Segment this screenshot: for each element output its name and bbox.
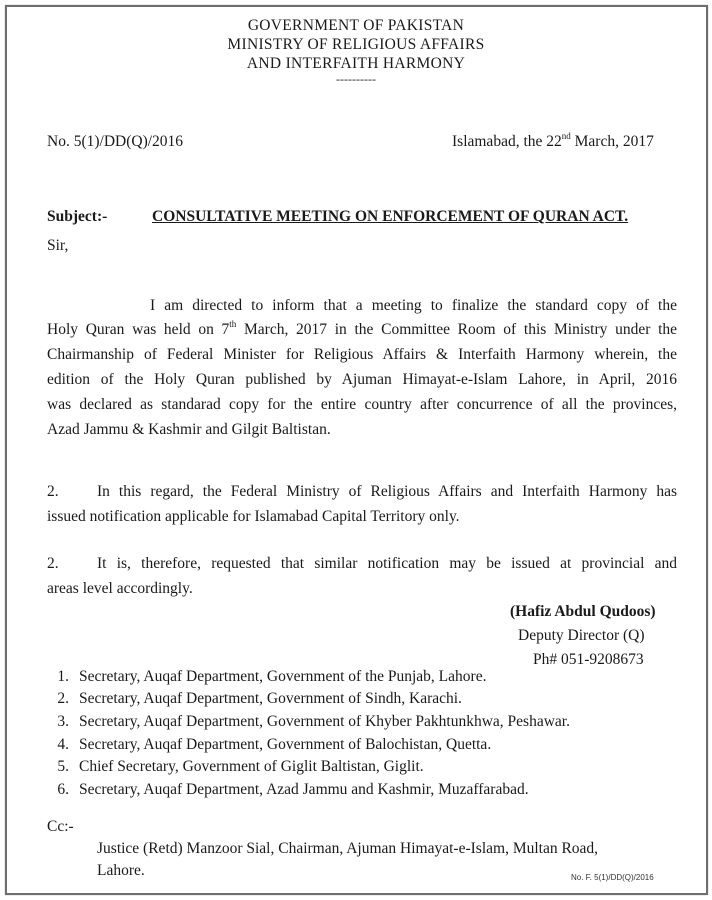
para2-line1: In this regard, the Federal Ministry of Religious Affairs and Interfaith Harmony has	[97, 483, 677, 500]
subject-text: CONSULTATIVE MEETING ON ENFORCEMENT OF QURAN ACT.	[152, 208, 629, 225]
signatory-phone: Ph# 051-9208673	[533, 651, 644, 668]
letterhead-government: GOVERNMENT OF PAKISTAN	[247, 17, 465, 34]
para1-line1: I am directed to inform that a meeting to finalize the standard copy of the	[150, 297, 677, 314]
para1-line6: Azad Jammu & Kashmir and Gilgit Baltistan.	[47, 421, 331, 438]
subject-label: Subject:-	[47, 208, 108, 225]
cc-line2: Lahore.	[97, 862, 145, 879]
para3-line2: areas level accordingly.	[47, 580, 193, 597]
para2-line2: issued notification applicable for Islamabad Capital Territory only.	[47, 508, 460, 525]
reference-date: Islamabad, the 22nd March, 2017	[452, 131, 654, 150]
para1-line3: Chairmanship of Federal Minister for Religious Affairs & Interfaith Harmony wherein, the	[47, 346, 677, 363]
para1-line5: was declared as standarad copy for the entire country after concurrence of all the provinces,	[47, 396, 677, 413]
cc-line1: Justice (Retd) Manzoor Sial, Chairman, Ajuman Himayat-e-Islam, Multan Road,	[97, 840, 599, 857]
recipient-item: 5. Chief Secretary, Government of Giglit Baltistan, Giglit.	[57, 758, 424, 775]
para2-number: 2.	[47, 483, 59, 500]
letterhead-ministry: MINISTRY OF RELIGIOUS AFFAIRS	[227, 36, 485, 53]
footer-reference: No. F. 5(1)/DD(Q)/2016	[571, 873, 654, 882]
recipient-item: 6. Secretary, Auqaf Department, Azad Jammu and Kashmir, Muzaffarabad.	[57, 781, 529, 798]
recipient-item: 4. Secretary, Auqaf Department, Government of Balochistan, Quetta.	[57, 736, 492, 753]
salutation: Sir,	[47, 237, 69, 254]
signatory-name: (Hafiz Abdul Qudoos)	[510, 603, 656, 620]
cc-label: Cc:-	[47, 818, 74, 835]
para1-line2: Holy Quran was held on 7th March, 2017 in the Committee Room of this Ministry under the	[47, 319, 678, 338]
reference-number: No. 5(1)/DD(Q)/2016	[47, 133, 184, 150]
signatory-title: Deputy Director (Q)	[518, 627, 645, 644]
recipient-item: 1. Secretary, Auqaf Department, Government of the Punjab, Lahore.	[57, 668, 487, 685]
recipient-item: 2. Secretary, Auqaf Department, Government of Sindh, Karachi.	[57, 690, 462, 707]
letterhead-separator: ----------	[336, 72, 376, 86]
para3-number: 2.	[47, 555, 59, 572]
letterhead-interfaith: AND INTERFAITH HARMONY	[246, 55, 466, 72]
para3-line1: It is, therefore, requested that similar notification may be issued at provincial and	[97, 555, 677, 572]
recipient-item: 3. Secretary, Auqaf Department, Government of Khyber Pakhtunkhwa, Peshawar.	[57, 713, 570, 730]
para1-line4: edition of the Holy Quran published by Ajuman Himayat-e-Islam Lahore, in April, 2016	[47, 371, 677, 388]
